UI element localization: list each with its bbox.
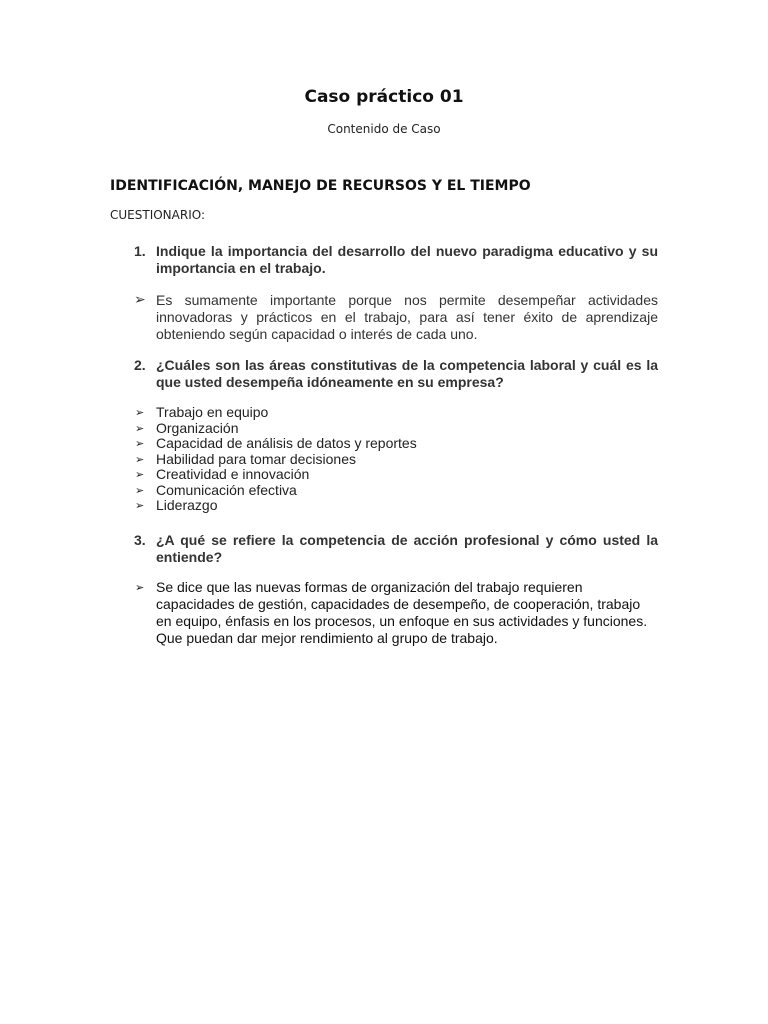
answer-1	[134, 292, 658, 343]
question-text: ¿Cuáles son las áreas constitutivas de la competencia laboral y cuál es la que usted desempeña idóneamente en su empresa?	[156, 357, 658, 390]
arrow-bullet-icon: ➢	[135, 437, 145, 450]
question-number: 1.	[134, 243, 146, 259]
arrow-bullet-icon: ➢	[135, 406, 145, 419]
arrow-bullet-icon: ➢	[135, 468, 145, 481]
document-title: Caso práctico 01	[304, 87, 464, 107]
arrow-bullet-icon: ➢	[135, 452, 145, 466]
questionnaire-label: CUESTIONARIO:	[110, 208, 206, 222]
answer-text: Se dice que las nuevas formas de organización del trabajo requieren capacidades de gestión, capacidades de desempeño, de cooperación, trabajo en equipo, énfasis en los procesos, un enfoque en sus actividades y funciones. Que puedan dar mejor rendimiento al grupo de trabajo.	[156, 579, 648, 646]
list-item: ➢ Trabajo en equipo	[135, 404, 269, 420]
question-text: ¿A qué se refiere la competencia de acción profesional y cómo usted la entiende?	[156, 532, 658, 565]
question-number: 2.	[134, 357, 146, 373]
section-heading: IDENTIFICACIÓN, MANEJO DE RECURSOS Y EL TIEMPO	[110, 178, 531, 194]
arrow-bullet-icon: ➢	[135, 499, 145, 512]
question-text: Indique la importancia del desarrollo del nuevo paradigma educativo y su importancia en el trabajo.	[156, 243, 658, 276]
list-item: ➢ Organización	[135, 419, 239, 436]
arrow-bullet-icon: ➢	[134, 292, 146, 308]
document-subtitle: Contenido de Caso	[327, 122, 441, 136]
question-1	[134, 243, 658, 277]
list-item: ➢ Capacidad de análisis de datos y reportes	[135, 435, 417, 451]
list-item: ➢ Habilidad para tomar decisiones	[135, 450, 356, 467]
answer-3	[134, 579, 658, 647]
arrow-bullet-icon: ➢	[135, 483, 145, 497]
arrow-bullet-icon: ➢	[135, 581, 145, 594]
answer-text: Es sumamente importante porque nos permite desempeñar actividades innovadoras y prácticos en el trabajo, para así tener éxito de aprendizaje obteniendo según capacidad o interés de cada uno.	[156, 292, 658, 342]
question-3	[134, 532, 658, 566]
answer-2-list	[134, 405, 534, 514]
list-item: ➢ Comunicación efectiva	[135, 481, 297, 498]
question-number: 3.	[134, 532, 146, 548]
list-item: ➢ Creatividad e innovación	[135, 466, 310, 482]
question-2	[134, 357, 658, 391]
arrow-bullet-icon: ➢	[135, 421, 145, 435]
list-item: ➢ Liderazgo	[135, 497, 218, 513]
